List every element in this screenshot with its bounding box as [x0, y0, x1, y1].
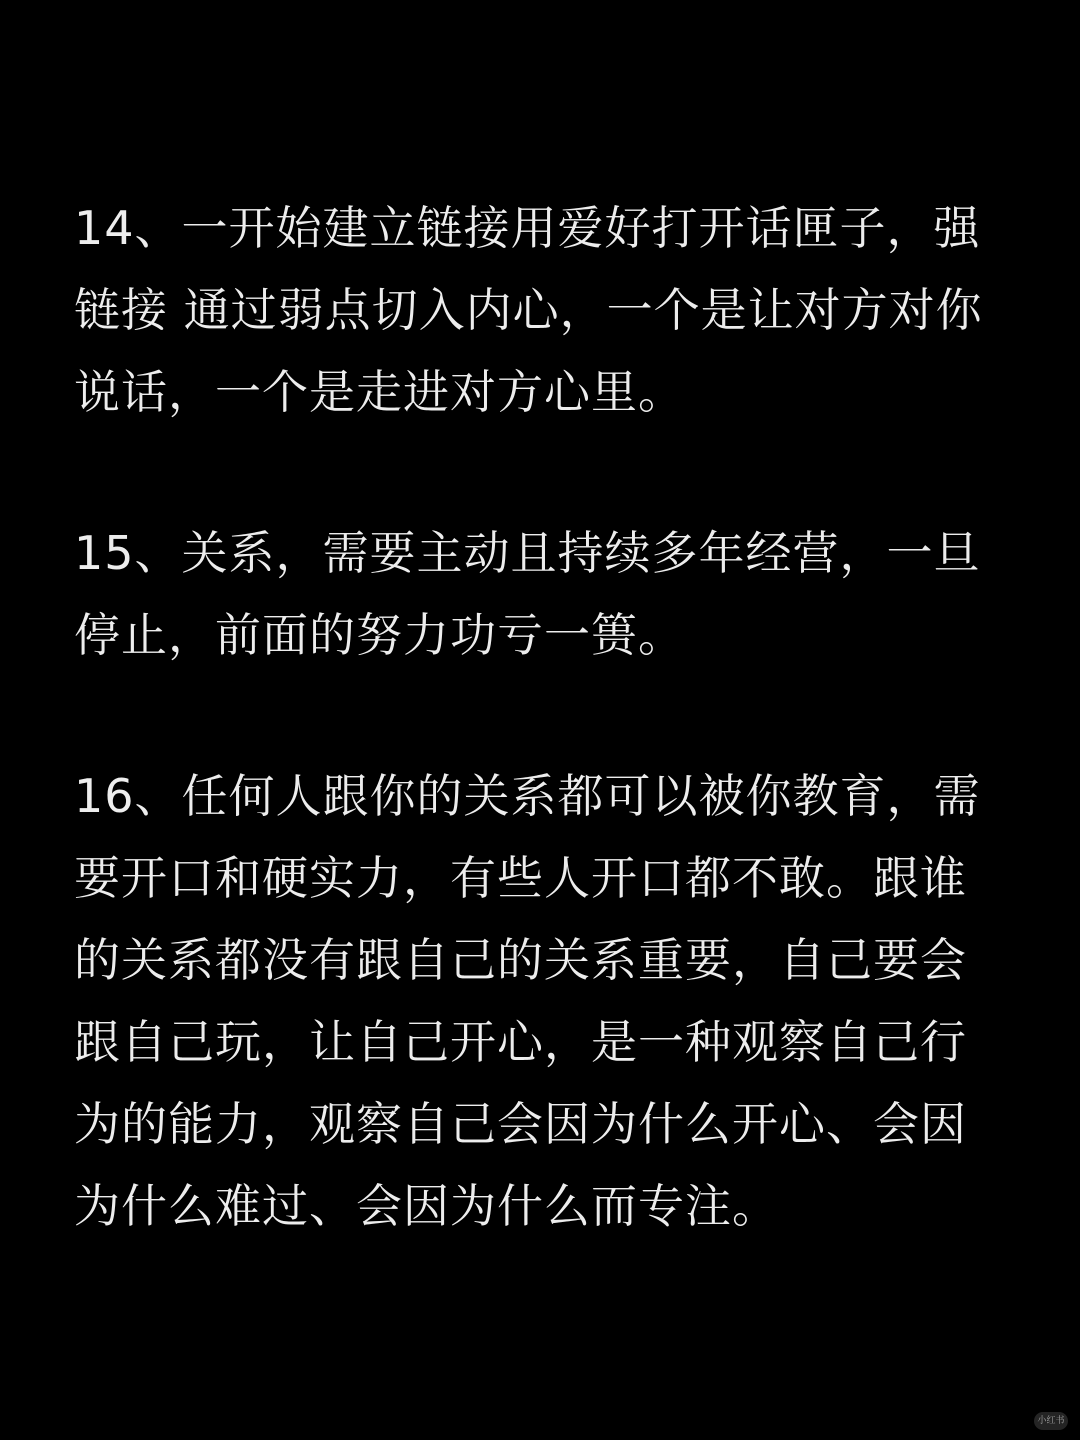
paragraph-line: 为的能力，观察自己会因为什么开心、会因 — [74, 1097, 967, 1151]
paragraph-line: 为什么难过、会因为什么而专注。 — [74, 1179, 779, 1233]
paragraph-line: 说话，一个是走进对方心里。 — [74, 365, 685, 419]
paragraph-14 — [74, 187, 1004, 433]
paragraph-16 — [74, 755, 1004, 1247]
watermark-logo: 小红书 — [1034, 1412, 1068, 1430]
paragraph-line: 的关系都没有跟自己的关系重要，自己要会 — [74, 933, 967, 987]
paragraph-line: 16、任何人跟你的关系都可以被你教育，需 — [74, 769, 981, 823]
paragraph-line: 跟自己玩，让自己开心，是一种观察自己行 — [74, 1015, 967, 1069]
paragraph-line: 停止，前面的努力功亏一篑。 — [74, 608, 685, 662]
paragraph-line: 15、关系，需要主动且持续多年经营，一旦 — [74, 526, 981, 580]
paragraph-line: 14、一开始建立链接用爱好打开话匣子，强 — [74, 201, 981, 255]
paragraph-15 — [74, 512, 1004, 676]
paragraph-line: 链接 通过弱点切入内心，一个是让对方对你 — [74, 283, 983, 337]
paragraph-line: 要开口和硬实力，有些人开口都不敢。跟谁 — [74, 851, 967, 905]
